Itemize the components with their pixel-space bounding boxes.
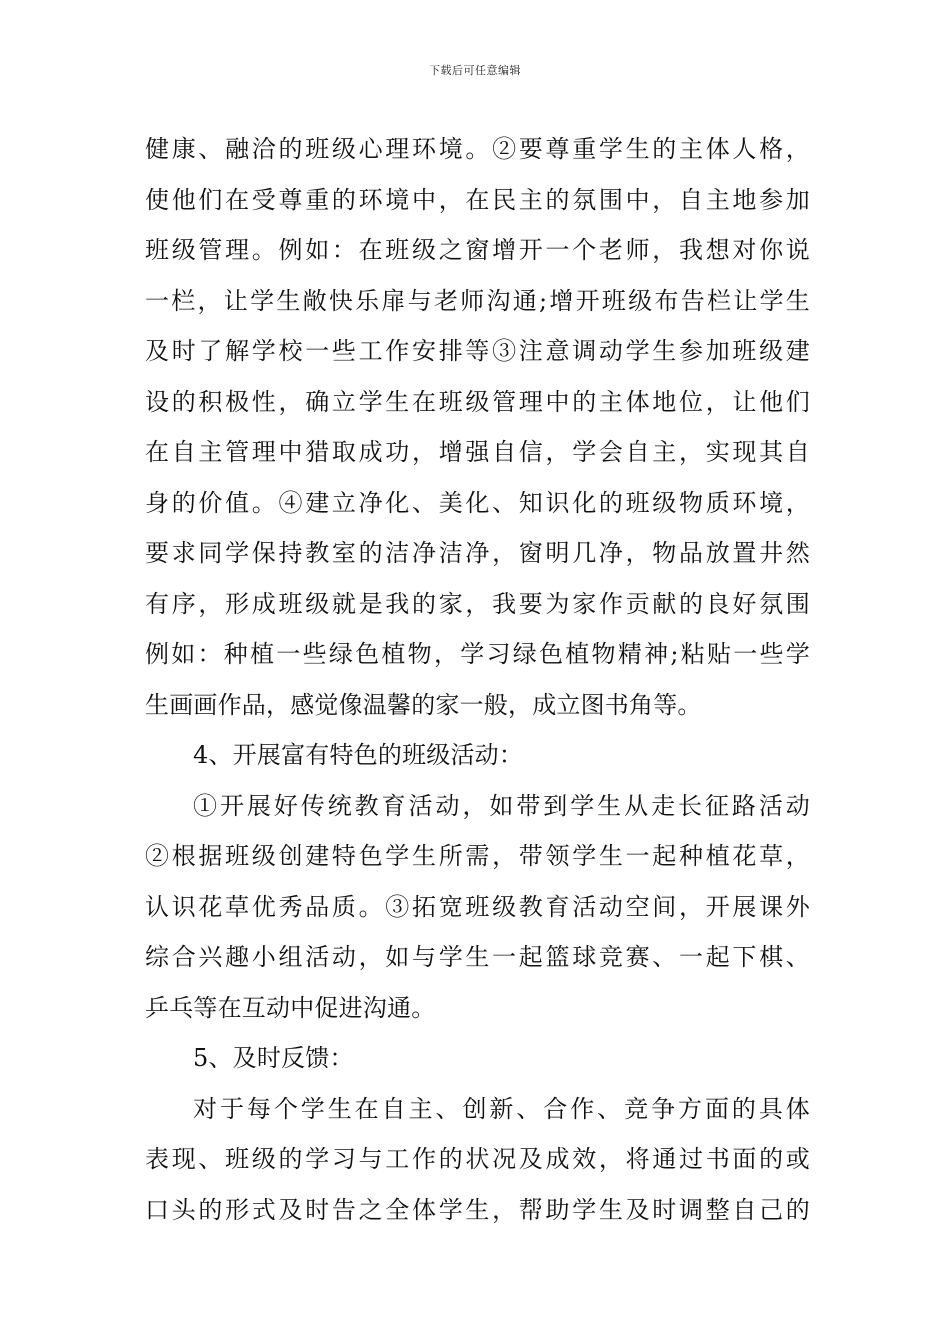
text-line: 表现、班级的学习与工作的状况及成效，将通过书面的或 — [145, 1145, 810, 1173]
text-line: 设的积极性，确立学生在班级管理中的主体地位，让他们 — [145, 387, 810, 416]
text-line: 乒乓等在互动中促进沟通。 — [145, 993, 436, 1022]
page-header: 下载后可任意编辑 — [429, 64, 521, 77]
text-line: 要求同学保持教室的洁净洁净，窗明几净，物品放置井然 — [145, 539, 810, 567]
text-line: 认识花草优秀品质。③拓宽班级教育活动空间，开展课外 — [145, 892, 810, 921]
text-line: 及时了解学校一些工作安排等③注意调动学生参加班级建 — [145, 337, 810, 365]
section-heading: 4、开展富有特色的班级活动： — [193, 741, 524, 769]
text-line: 例如：种植一些绿色植物，学习绿色植物精神;粘贴一些学 — [145, 640, 810, 668]
text-line: 口头的形式及时告之全体学生，帮助学生及时调整自己的 — [145, 1195, 810, 1224]
document-body — [145, 124, 810, 1235]
text-line: 使他们在受尊重的环境中，在民主的氛围中，自主地参加 — [145, 185, 810, 214]
text-line: 有序，形成班级就是我的家，我要为家作贡献的良好氛围 — [145, 589, 810, 618]
text-line: 身的价值。④建立净化、美化、知识化的班级物质环境， — [145, 488, 810, 517]
text-line: ①开展好传统教育活动，如带到学生从走长征路活动 — [193, 791, 810, 820]
section-heading: 5、及时反馈： — [193, 1044, 354, 1072]
text-line: 生画画作品，感觉像温馨的家一般，成立图书角等。 — [145, 690, 702, 719]
text-line: 综合兴趣小组活动，如与学生一起篮球竞赛、一起下棋、 — [145, 943, 810, 971]
text-line: 对于每个学生在自主、创新、合作、竞争方面的具体 — [193, 1094, 810, 1123]
text-line: 在自主管理中猎取成功，增强自信，学会自主，实现其自 — [145, 438, 810, 466]
text-line: 健康、融洽的班级心理环境。②要尊重学生的主体人格， — [145, 135, 810, 163]
text-line: 一栏，让学生敞快乐扉与老师沟通;增开班级布告栏让学生 — [145, 286, 810, 315]
text-line: 班级管理。例如：在班级之窗增开一个老师，我想对你说 — [145, 236, 810, 264]
text-line: ②根据班级创建特色学生所需，带领学生一起种植花草， — [145, 842, 810, 870]
